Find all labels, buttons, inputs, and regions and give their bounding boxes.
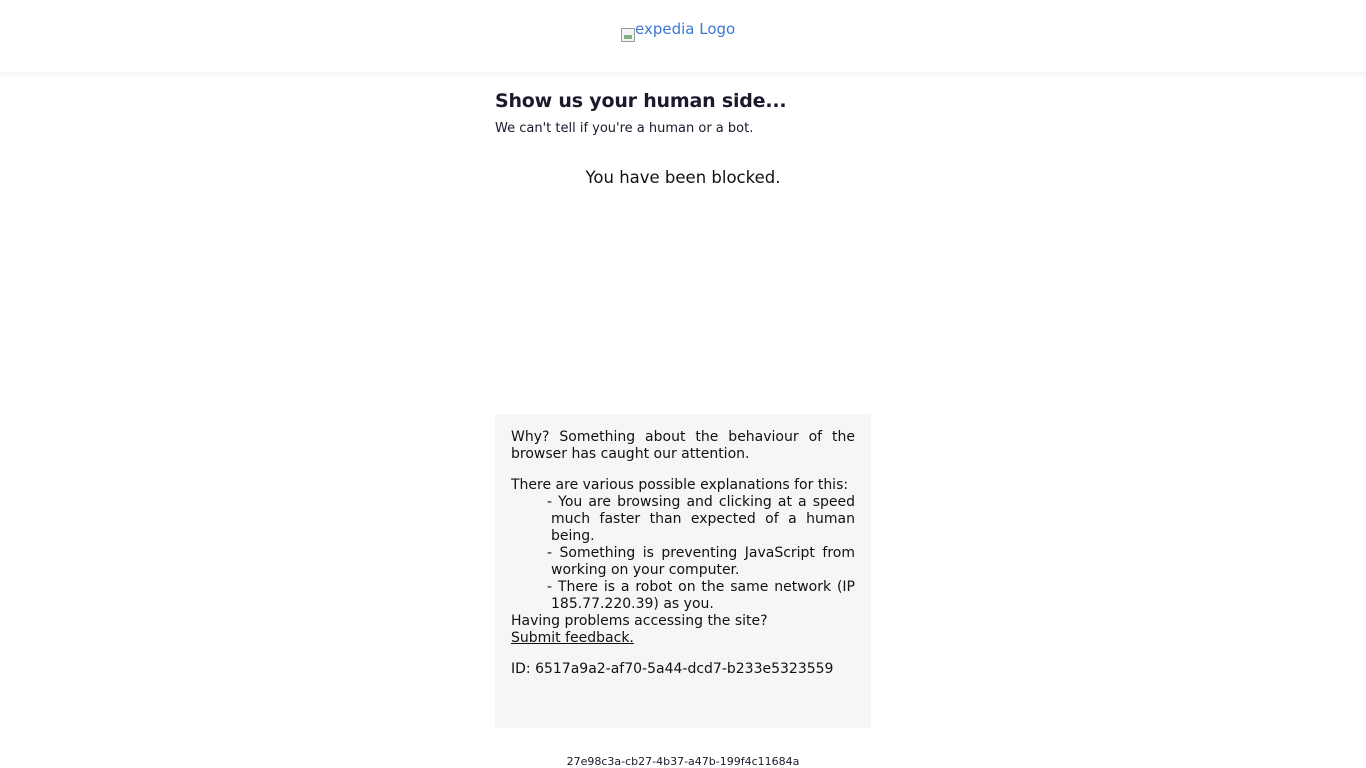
blocked-message: You have been blocked. xyxy=(585,168,781,187)
block-id: ID: 6517a9a2-af70-5a44-dcd7-b233e5323559 xyxy=(511,661,834,677)
site-header xyxy=(0,0,1366,72)
explanations-intro: There are various possible explanations for this: xyxy=(511,477,849,493)
why-text: Why? Something about the behaviour of the browser has caught our attention. xyxy=(511,429,855,462)
page-title: Show us your human side... xyxy=(495,90,787,112)
submit-feedback-link[interactable]: Submit feedback. xyxy=(511,630,634,646)
challenge-header xyxy=(495,88,871,138)
reason-item-javascript: - Something is preventing JavaScript from working on your computer. xyxy=(511,545,855,579)
logo-alt-text[interactable]: expedia Logo xyxy=(635,20,736,38)
problems-text: Having problems accessing the site? xyxy=(511,613,768,629)
broken-image-icon xyxy=(621,28,635,42)
reason-item-speed: - You are browsing and clicking at a speed much faster than expected of a human being. xyxy=(511,494,855,545)
reasons-list xyxy=(511,494,855,613)
block-info-box xyxy=(495,414,871,728)
page-subtitle: We can't tell if you're a human or a bot. xyxy=(495,121,754,136)
request-id: 27e98c3a-cb27-4b37-a47b-199f4c11684a xyxy=(566,755,800,768)
reason-item-robot-network: - There is a robot on the same network (IP 185.77.220.39) as you. xyxy=(511,579,855,613)
expedia-logo[interactable] xyxy=(621,20,735,44)
